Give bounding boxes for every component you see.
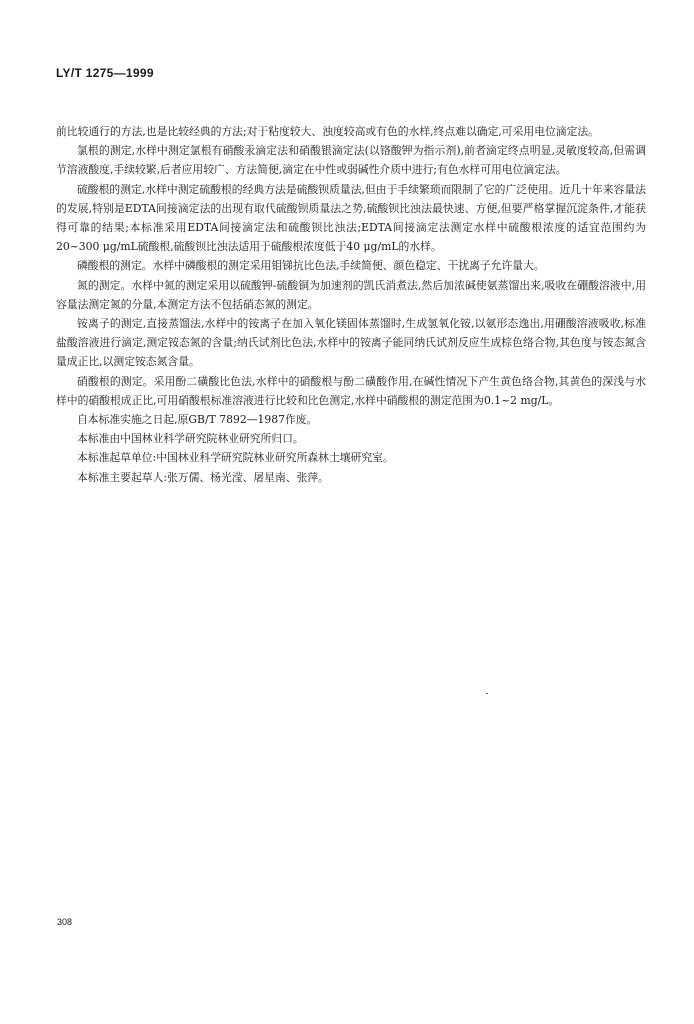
paragraph-ammonium: 铵离子的测定,直接蒸馏法,水样中的铵离子在加入氧化镁固体蒸馏时,生成氢氧化铵,以氨形态逸出,用硼酸溶液吸收,标准盐酸溶液进行滴定,测定铵态氮的含量;纳氏试剂比色法,水样中的铵离子能同纳氏试剂反应生成棕色络合物,其色度与铵态氮含量成正比,以测定铵态氮含量。	[56, 317, 646, 369]
paragraph-administrator: 本标准由中国林业科学研究院林业研究所归口。	[77, 432, 304, 446]
document-body	[56, 122, 646, 487]
paragraph-continuation: 前比较通行的方法,也是比较经典的方法;对于粘度较大、浊度较高或有色的水样,终点难以确定,可采用电位滴定法。	[56, 125, 599, 138]
scan-speck	[486, 693, 488, 694]
paragraph-phosphate: 磷酸根的测定。水样中磷酸根的测定采用钼锑抗比色法,手续简便、颜色稳定、干扰离子允许量大。	[77, 259, 545, 273]
paragraph-supersede: 自本标准实施之日起,原GB/T 7892—1987作废。	[77, 413, 318, 427]
paragraph-drafting-unit: 本标准起草单位:中国林业科学研究院林业研究所森林土壤研究室。	[77, 451, 394, 465]
paragraph-sulfate: 硫酸根的测定,水样中测定硫酸根的经典方法是硫酸钡质量法,但由于手续繁琐而限制了它的广泛使用。近几十年来容量法的发展,特别是EDTA间接滴定法的出现有取代硫酸钡质量法之势,硫酸钡比浊法最快速、方便,但要严格掌握沉淀条件,才能获得可靠的结果;本标准采用EDTA间接滴定法和硫酸钡比浊法;EDTA间接滴定法测定水样中硫酸根浓度的适宜范围约为20~300 μg/mL硫酸根,硫酸钡比浊法适用于硫酸根浓度低于40 μg/mL的水样。	[56, 182, 646, 254]
paragraph-nitrogen: 氮的测定。水样中氮的测定采用以硫酸钾-硫酸铜为加速剂的凯氏消煮法,然后加浓碱使氨蒸馏出来,吸收在硼酸溶液中,用容量法测定氮的分量,本测定方法不包括硝态氮的测定。	[56, 278, 646, 311]
paragraph-chloride: 氯根的测定,水样中测定氯根有硝酸汞滴定法和硝酸银滴定法(以铬酸钾为指示剂),前者滴定终点明显,灵敏度较高,但需调节溶液酸度,手续较繁,后者应用较广、方法简便,滴定在中性或弱碱性介质中进行;有色水样可用电位滴定法。	[56, 144, 646, 177]
paragraph-nitrate: 硝酸根的测定。采用酚二磺酸比色法,水样中的硝酸根与酚二磺酸作用,在碱性情况下产生黄色络合物,其黄色的深浅与水样中的硝酸根成正比,可用硝酸根标准溶液进行比较和比色测定,水样中硝酸根的测定范围为0.1~2 mg/L。	[56, 374, 646, 407]
page-number: 308	[57, 917, 73, 927]
standard-code-header: LY/T 1275—1999	[56, 66, 154, 80]
paragraph-drafters: 本标准主要起草人:张万儒、杨光滢、屠星南、张萍。	[77, 470, 329, 484]
